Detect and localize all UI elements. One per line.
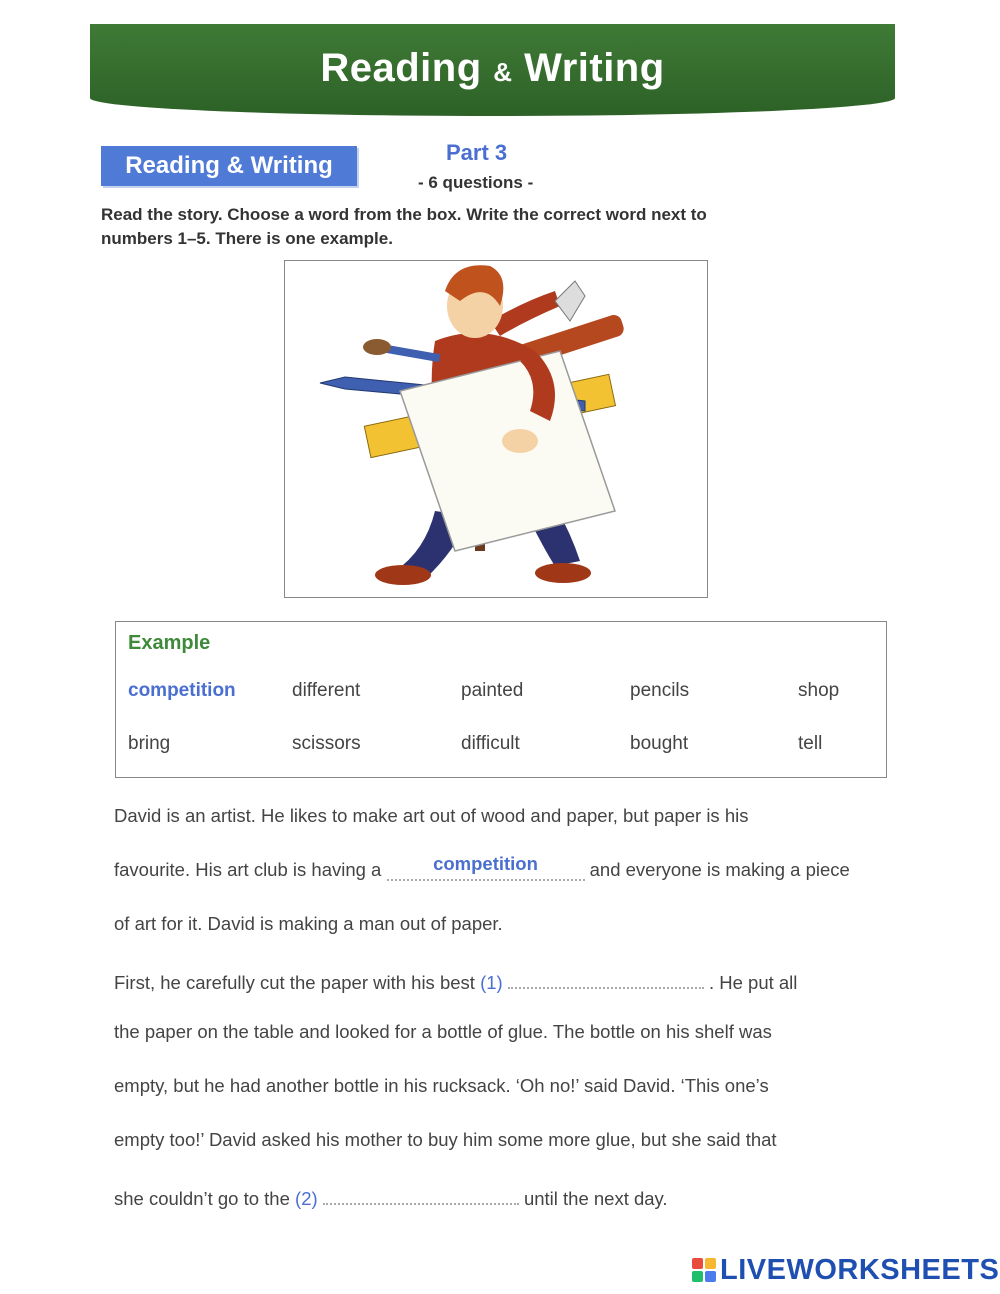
story-line: of art for it. David is making a man out of paper.	[114, 913, 503, 934]
logo-text: LIVEWORKSHEETS	[720, 1253, 1000, 1286]
answer-blank-2[interactable]	[323, 1183, 519, 1205]
artist-illustration	[284, 260, 708, 598]
question-number-1: (1)	[480, 972, 503, 993]
story-line: empty, but he had another bottle in his rucksack. ‘Oh no!’ said David. ‘This one’s	[114, 1075, 769, 1096]
word-option: different	[292, 680, 361, 701]
page-title	[90, 46, 895, 91]
example-answer: competition	[433, 853, 538, 874]
header-banner	[90, 24, 895, 116]
logo-square	[692, 1271, 703, 1282]
instructions-line-2: numbers 1–5. There is one example.	[101, 229, 393, 248]
title-reading: Reading	[320, 46, 482, 90]
title-writing: Writing	[524, 46, 665, 90]
question-number-2: (2)	[295, 1188, 318, 1209]
story-text-fragment: until the next day.	[523, 1188, 668, 1209]
story-text-fragment: . He put all	[708, 972, 798, 993]
story-line	[114, 967, 797, 994]
story-text-fragment: and everyone is making a piece	[589, 859, 850, 880]
story-line	[114, 1183, 668, 1210]
story-line: David is an artist. He likes to make art out of wood and paper, but paper is his	[114, 805, 749, 826]
word-option: pencils	[630, 680, 690, 701]
logo-square	[705, 1271, 716, 1282]
story-text-fragment: she couldn’t go to the	[114, 1188, 290, 1209]
example-label: Example	[128, 632, 211, 654]
story-line: the paper on the table and looked for a bottle of glue. The bottle on his shelf was	[114, 1021, 772, 1042]
part-title: Part 3	[446, 140, 508, 165]
word-option: bring	[128, 733, 171, 754]
artist-carrying-art-supplies-icon	[285, 261, 707, 597]
word-option: tell	[798, 733, 823, 754]
story-line	[114, 853, 850, 881]
story-text-fragment: favourite. His art club is having a	[114, 859, 382, 880]
section-label: Reading & Writing	[101, 146, 357, 186]
instructions-line-1: Read the story. Choose a word from the box. Write the correct word next to	[101, 205, 707, 224]
question-count: - 6 questions -	[418, 173, 534, 192]
liveworksheets-logo	[692, 1252, 999, 1288]
example-answer-blank	[387, 853, 585, 881]
word-option: difficult	[461, 733, 520, 754]
word-option: shop	[798, 680, 840, 701]
story-text-fragment: First, he carefully cut the paper with his best	[114, 972, 475, 993]
answer-blank-1[interactable]	[508, 967, 704, 989]
word-option: scissors	[292, 733, 361, 754]
logo-square	[705, 1258, 716, 1269]
liveworksheets-logo-icon	[692, 1258, 716, 1282]
title-ampersand: &	[493, 57, 513, 87]
story-line: empty too!’ David asked his mother to buy him some more glue, but she said that	[114, 1129, 777, 1150]
word-example: competition	[128, 680, 236, 701]
word-box	[115, 621, 887, 778]
word-option: bought	[630, 733, 689, 754]
instructions	[101, 203, 841, 251]
word-option: painted	[461, 680, 524, 701]
logo-square	[692, 1258, 703, 1269]
